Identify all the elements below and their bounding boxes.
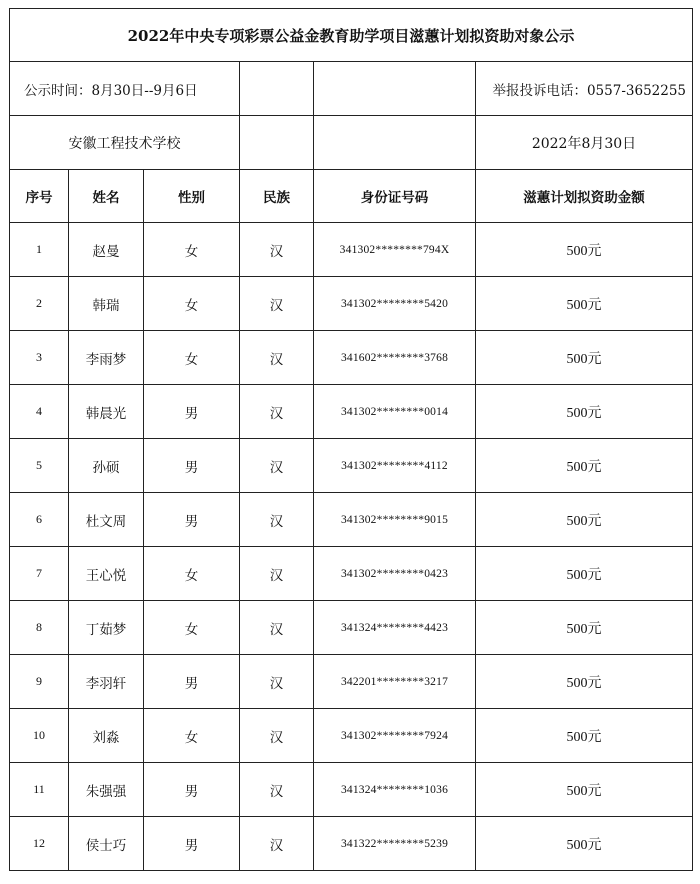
id-number: 341324********1036 xyxy=(314,763,476,817)
document-title: 2022年中央专项彩票公益金教育助学项目滋蕙计划拟资助对象公示 xyxy=(10,9,693,62)
ethnicity: 汉 xyxy=(240,385,314,439)
gender: 男 xyxy=(144,439,240,493)
table-row xyxy=(10,385,693,439)
table-row xyxy=(10,817,693,871)
id-number: 341302********0014 xyxy=(314,385,476,439)
gender: 女 xyxy=(144,709,240,763)
gender: 男 xyxy=(144,655,240,709)
subsidy-amount: 500元 xyxy=(476,277,693,331)
ethnicity: 汉 xyxy=(240,331,314,385)
subsidy-amount: 500元 xyxy=(476,385,693,439)
subsidy-publicity-table xyxy=(9,8,693,871)
student-name: 李雨梦 xyxy=(69,331,144,385)
subsidy-amount: 500元 xyxy=(476,547,693,601)
student-name: 韩晨光 xyxy=(69,385,144,439)
id-number: 341602********3768 xyxy=(314,331,476,385)
ethnicity: 汉 xyxy=(240,709,314,763)
gender: 男 xyxy=(144,385,240,439)
student-name: 王心悦 xyxy=(69,547,144,601)
student-name: 李羽轩 xyxy=(69,655,144,709)
row-index: 10 xyxy=(10,709,69,763)
id-number: 341302********9015 xyxy=(314,493,476,547)
column-header-gender: 性别 xyxy=(144,170,240,223)
school-row xyxy=(10,116,693,170)
gender: 女 xyxy=(144,601,240,655)
row-index: 1 xyxy=(10,223,69,277)
row-index: 8 xyxy=(10,601,69,655)
row-index: 6 xyxy=(10,493,69,547)
table-row xyxy=(10,709,693,763)
ethnicity: 汉 xyxy=(240,223,314,277)
table-row xyxy=(10,223,693,277)
student-name: 赵曼 xyxy=(69,223,144,277)
publicity-period: 公示时间：8月30日--9月6日 xyxy=(10,62,240,116)
ethnicity: 汉 xyxy=(240,817,314,871)
student-name: 孙硕 xyxy=(69,439,144,493)
empty-cell xyxy=(240,116,314,170)
student-name: 侯士巧 xyxy=(69,817,144,871)
row-index: 2 xyxy=(10,277,69,331)
column-header-name: 姓名 xyxy=(69,170,144,223)
subsidy-amount: 500元 xyxy=(476,763,693,817)
student-name: 朱强强 xyxy=(69,763,144,817)
gender: 男 xyxy=(144,817,240,871)
table-row xyxy=(10,493,693,547)
empty-cell xyxy=(314,62,476,116)
id-number: 341302********4112 xyxy=(314,439,476,493)
subsidy-amount: 500元 xyxy=(476,655,693,709)
school-name: 安徽工程技术学校 xyxy=(10,116,240,170)
row-index: 9 xyxy=(10,655,69,709)
id-number: 341302********0423 xyxy=(314,547,476,601)
subsidy-amount: 500元 xyxy=(476,223,693,277)
id-number: 341302********5420 xyxy=(314,277,476,331)
ethnicity: 汉 xyxy=(240,493,314,547)
row-index: 5 xyxy=(10,439,69,493)
subsidy-amount: 500元 xyxy=(476,439,693,493)
row-index: 12 xyxy=(10,817,69,871)
table-row xyxy=(10,331,693,385)
gender: 男 xyxy=(144,493,240,547)
publicity-date: 2022年8月30日 xyxy=(476,116,693,170)
ethnicity: 汉 xyxy=(240,601,314,655)
subsidy-amount: 500元 xyxy=(476,331,693,385)
table-row xyxy=(10,763,693,817)
ethnicity: 汉 xyxy=(240,547,314,601)
row-index: 4 xyxy=(10,385,69,439)
gender: 女 xyxy=(144,331,240,385)
student-name: 刘淼 xyxy=(69,709,144,763)
id-number: 342201********3217 xyxy=(314,655,476,709)
student-name: 丁茹梦 xyxy=(69,601,144,655)
column-header-id-number: 身份证号码 xyxy=(314,170,476,223)
gender: 女 xyxy=(144,277,240,331)
ethnicity: 汉 xyxy=(240,439,314,493)
table-row xyxy=(10,277,693,331)
report-phone: 举报投诉电话：0557-3652255 xyxy=(476,62,693,116)
id-number: 341324********4423 xyxy=(314,601,476,655)
table-row xyxy=(10,439,693,493)
subsidy-amount: 500元 xyxy=(476,709,693,763)
subsidy-amount: 500元 xyxy=(476,493,693,547)
table-row xyxy=(10,655,693,709)
table-row xyxy=(10,601,693,655)
gender: 女 xyxy=(144,223,240,277)
gender: 男 xyxy=(144,763,240,817)
ethnicity: 汉 xyxy=(240,277,314,331)
empty-cell xyxy=(240,62,314,116)
id-number: 341322********5239 xyxy=(314,817,476,871)
row-index: 3 xyxy=(10,331,69,385)
column-header-amount: 滋蕙计划拟资助金额 xyxy=(476,170,693,223)
student-name: 韩瑞 xyxy=(69,277,144,331)
gender: 女 xyxy=(144,547,240,601)
header-row xyxy=(10,170,693,223)
row-index: 7 xyxy=(10,547,69,601)
ethnicity: 汉 xyxy=(240,763,314,817)
id-number: 341302********7924 xyxy=(314,709,476,763)
subsidy-amount: 500元 xyxy=(476,601,693,655)
ethnicity: 汉 xyxy=(240,655,314,709)
student-name: 杜文周 xyxy=(69,493,144,547)
title-row xyxy=(10,9,693,62)
empty-cell xyxy=(314,116,476,170)
table-row xyxy=(10,547,693,601)
row-index: 11 xyxy=(10,763,69,817)
column-header-ethnicity: 民族 xyxy=(240,170,314,223)
id-number: 341302********794X xyxy=(314,223,476,277)
meta-row xyxy=(10,62,693,116)
subsidy-amount: 500元 xyxy=(476,817,693,871)
column-header-index: 序号 xyxy=(10,170,69,223)
